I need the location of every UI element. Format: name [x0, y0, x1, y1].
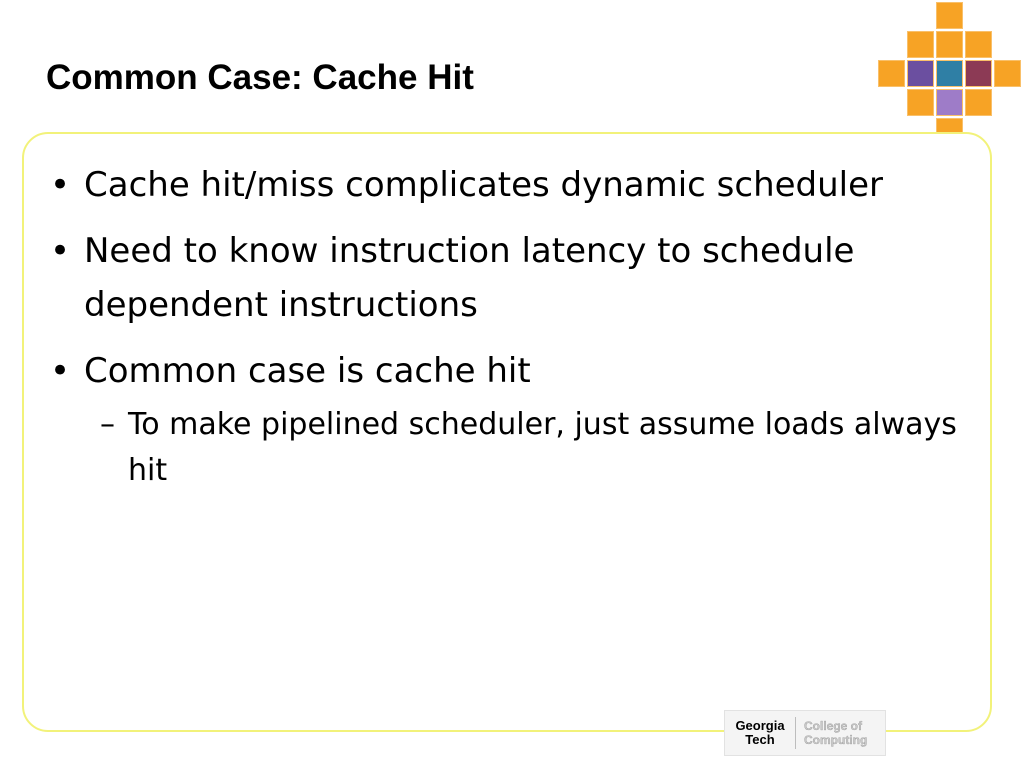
georgia-tech-logo [724, 710, 886, 756]
logo-tile [878, 60, 905, 87]
logo-tile [936, 60, 963, 87]
bullet-item [50, 224, 950, 332]
logo-tile [965, 31, 992, 58]
decorative-tile-logo [876, 2, 1022, 148]
logo-tech: Tech [745, 732, 775, 747]
bullet-text: Common case is cache hit [84, 351, 531, 391]
bullet-item [50, 344, 950, 398]
logo-computing: Computing [804, 733, 868, 747]
bullet-text: Cache hit/miss complicates dynamic scheduler [84, 165, 884, 205]
bullet-marker: • [50, 165, 71, 205]
bullet-marker: • [50, 351, 71, 391]
logo-college-of: College of [804, 719, 863, 733]
logo-tile [936, 2, 963, 29]
logo-tile [994, 60, 1021, 87]
bullet-list [50, 158, 957, 494]
logo-tile [965, 60, 992, 87]
bullet-text: Need to know instruction latency to schedule dependent instructions [84, 231, 855, 325]
slide-title: Common Case: Cache Hit [46, 58, 474, 97]
sub-bullet-text: To make pipelined scheduler, just assume loads always hit [128, 407, 957, 488]
logo-tile [907, 89, 934, 116]
logo-tile [907, 60, 934, 87]
bullet-item [50, 158, 950, 212]
logo-georgia: Georgia [735, 718, 785, 733]
sub-bullet-item [50, 402, 988, 494]
logo-left [725, 717, 796, 749]
logo-right [796, 719, 867, 747]
logo-tile [907, 31, 934, 58]
bullet-marker: • [50, 231, 71, 271]
logo-tile [936, 89, 963, 116]
logo-tile [965, 89, 992, 116]
sub-bullet-marker: – [100, 407, 115, 442]
logo-tile [936, 31, 963, 58]
